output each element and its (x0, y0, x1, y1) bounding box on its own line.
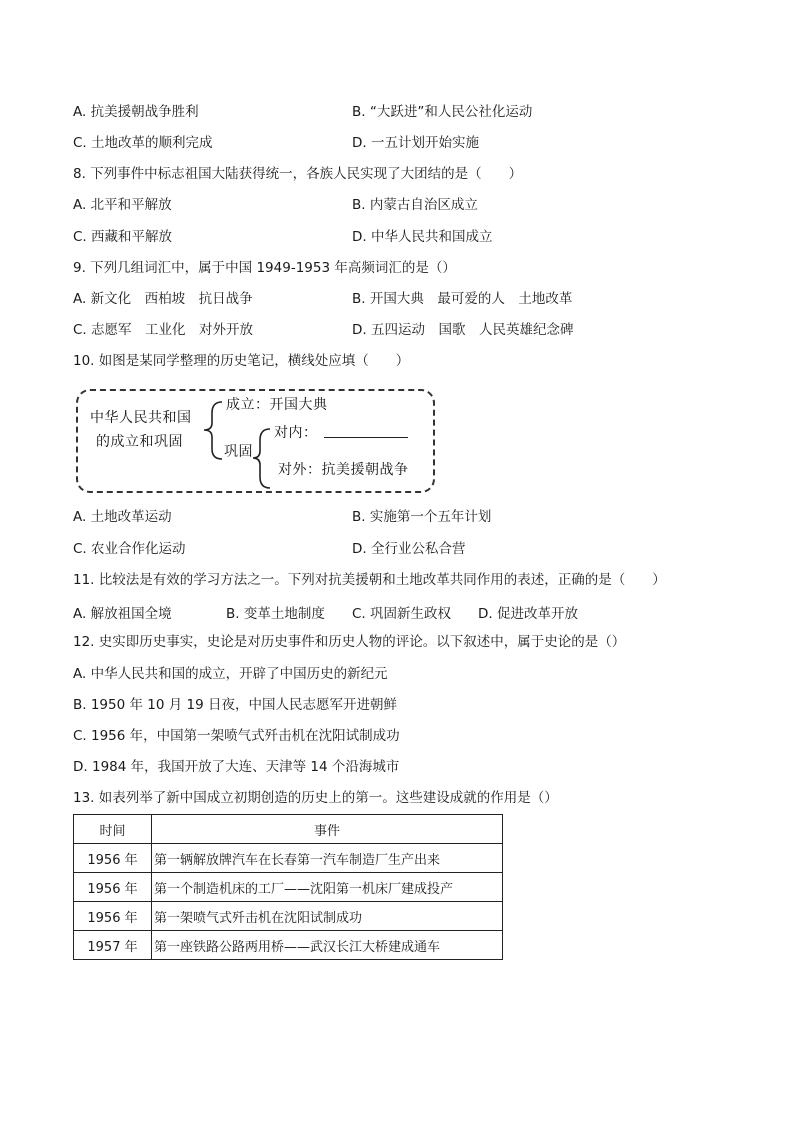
q12-option-a: A. 中华人民共和国的成立，开辟了中国历史的新纪元 (73, 666, 388, 682)
q12-stem: 12. 史实即历史事实，史论是对历史事件和历史人物的评论。以下叙述中，属于史论的是（） (73, 634, 626, 650)
q13-stem: 13. 如表列举了新中国成立初期创造的历史上的第一。这些建设成就的作用是（） (73, 790, 558, 806)
row-event: 第一个制造机床的工厂——沈阳第一机床厂建成投产 (152, 873, 503, 902)
row-year: 1956 年 (74, 902, 152, 931)
q10-option-b: B. 实施第一个五年计划 (352, 509, 492, 525)
table-row (74, 873, 503, 902)
row-event: 第一架喷气式歼击机在沈阳试制成功 (152, 902, 503, 931)
table-row (74, 844, 503, 873)
q11-option-a: A. 解放祖国全境 (73, 606, 172, 622)
row-year: 1956 年 (74, 844, 152, 873)
q7-option-b: B. “大跃进”和人民公社化运动 (352, 104, 533, 120)
note-topic-line2: 的成立和巩固 (96, 434, 183, 450)
events-table (73, 814, 503, 960)
q10-stem: 10. 如图是某同学整理的历史笔记，横线处应填（ ） (73, 353, 410, 369)
q8-option-a: A. 北平和平解放 (73, 197, 172, 213)
q9-option-d: D. 五四运动 国歌 人民英雄纪念碑 (352, 322, 574, 338)
row-year: 1957 年 (74, 931, 152, 960)
q12-option-d: D. 1984 年，我国开放了大连、天津等 14 个沿海城市 (73, 759, 400, 775)
note-consolidate: 巩固 (224, 444, 253, 460)
table-row (74, 931, 503, 960)
header-time: 时间 (74, 815, 152, 844)
q7-option-d: D. 一五计划开始实施 (352, 135, 479, 151)
q9-option-c: C. 志愿军 工业化 对外开放 (73, 322, 254, 338)
row-event: 第一座铁路公路两用桥——武汉长江大桥建成通车 (152, 931, 503, 960)
note-topic-line1: 中华人民共和国 (90, 410, 192, 426)
q8-stem: 8. 下列事件中标志祖国大陆获得统一，各族人民实现了大团结的是（ ） (73, 166, 523, 182)
q12-option-b: B. 1950 年 10 月 19 日夜，中国人民志愿军开进朝鲜 (73, 697, 398, 713)
q7-option-a: A. 抗美援朝战争胜利 (73, 104, 199, 120)
q11-options (0, 602, 794, 620)
q11-option-d: D. 促进改革开放 (478, 606, 578, 622)
note-founding: 成立：开国大典 (226, 397, 328, 413)
table-header-row (74, 815, 503, 844)
q8-option-c: C. 西藏和平解放 (73, 229, 173, 245)
q7-option-c: C. 土地改革的顺利完成 (73, 135, 213, 151)
q11-option-c: C. 巩固新生政权 (352, 606, 452, 622)
q10-option-a: A. 土地改革运动 (73, 509, 172, 525)
q9-option-b: B. 开国大典 最可爱的人 土地改革 (352, 291, 573, 307)
header-event: 事件 (152, 815, 503, 844)
q10-option-c: C. 农业合作化运动 (73, 541, 186, 557)
q8-option-b: B. 内蒙古自治区成立 (352, 197, 478, 213)
table-row (74, 902, 503, 931)
note-blank-line (324, 437, 408, 438)
row-event: 第一辆解放牌汽车在长春第一汽车制造厂生产出来 (152, 844, 503, 873)
q8-option-d: D. 中华人民共和国成立 (352, 229, 493, 245)
q9-stem: 9. 下列几组词汇中，属于中国 1949-1953 年高频词汇的是（） (73, 260, 456, 276)
q11-stem: 11. 比较法是有效的学习方法之一。下列对抗美援朝和土地改革共同作用的表述，正确的是（ ） (73, 572, 666, 588)
row-year: 1956 年 (74, 873, 152, 902)
q11-option-b: B. 变革土地制度 (226, 606, 325, 622)
note-foreign: 对外：抗美援朝战争 (278, 462, 409, 478)
note-domestic: 对内： (274, 425, 318, 441)
q12-option-c: C. 1956 年，中国第一架喷气式歼击机在沈阳试制成功 (73, 728, 400, 744)
history-note-diagram (76, 389, 435, 493)
q10-option-d: D. 全行业公私合营 (352, 541, 466, 557)
q9-option-a: A. 新文化 西柏坡 抗日战争 (73, 291, 253, 307)
